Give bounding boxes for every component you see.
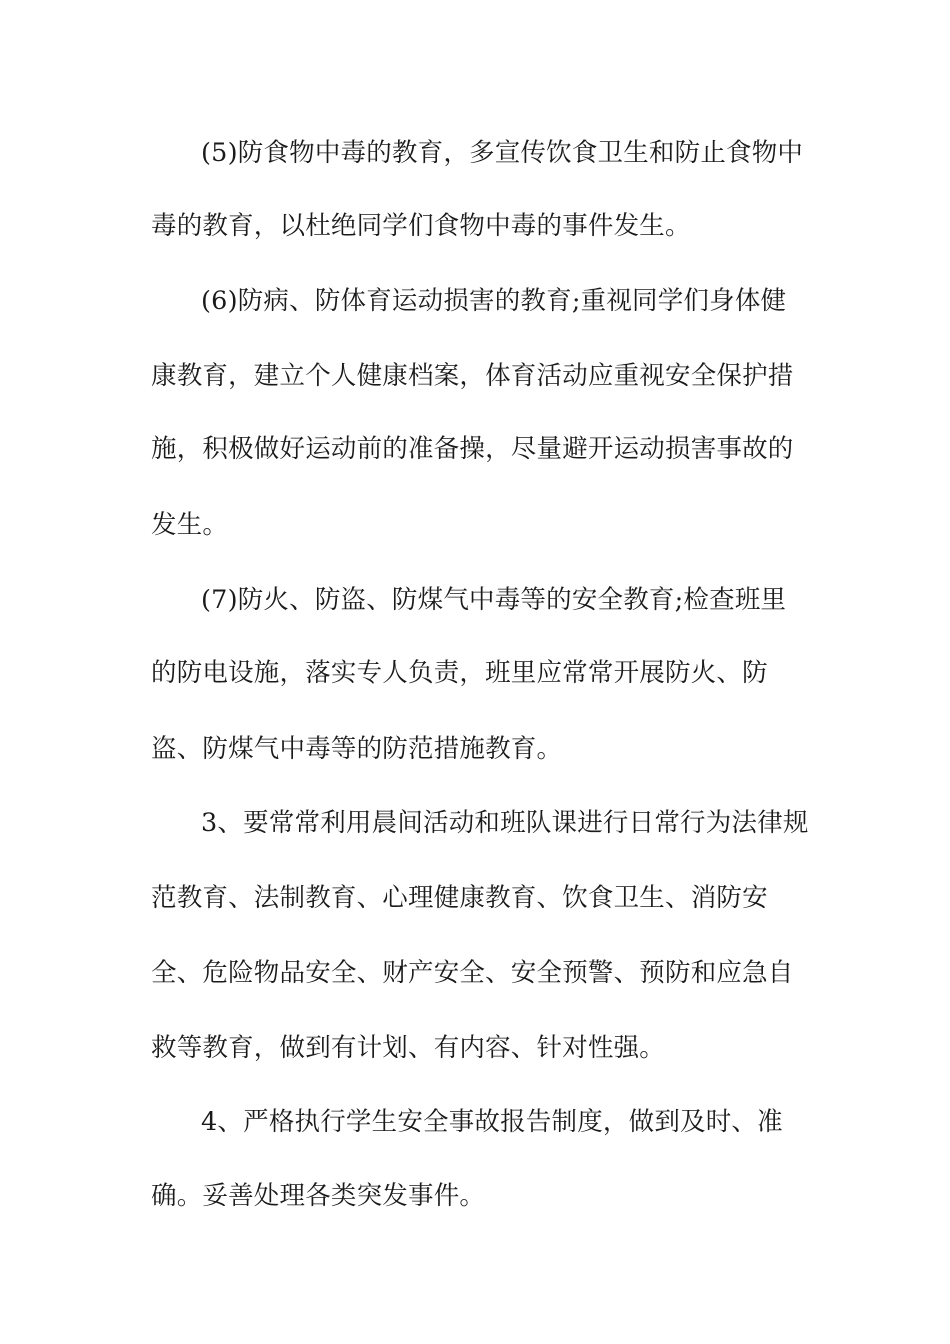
text-line: 范教育、法制教育、心理健康教育、饮食卫生、消防安 bbox=[151, 883, 768, 913]
text-line: 3、要常常利用晨间活动和班队课进行日常行为法律规 bbox=[201, 808, 809, 838]
text-line: (5)防食物中毒的教育，多宣传饮食卫生和防止食物中 bbox=[201, 138, 804, 168]
text-line: 4、严格执行学生安全事故报告制度，做到及时、准 bbox=[201, 1107, 783, 1137]
text-line: 确。妥善处理各类突发事件。 bbox=[151, 1181, 486, 1211]
text-line: (7)防火、防盗、防煤气中毒等的安全教育;检查班里 bbox=[201, 585, 787, 615]
text-line: 盗、防煤气中毒等的防范措施教育。 bbox=[151, 734, 563, 764]
text-line: 的防电设施，落实专人负责，班里应常常开展防火、防 bbox=[151, 658, 768, 688]
text-line: 全、危险物品安全、财产安全、安全预警、预防和应急自 bbox=[151, 958, 794, 988]
text-line: (6)防病、防体育运动损害的教育;重视同学们身体健 bbox=[201, 286, 787, 316]
text-line: 发生。 bbox=[151, 510, 229, 540]
text-line: 毒的教育，以杜绝同学们食物中毒的事件发生。 bbox=[151, 211, 691, 241]
text-line: 救等教育，做到有计划、有内容、针对性强。 bbox=[151, 1033, 666, 1063]
text-line: 施，积极做好运动前的准备操，尽量避开运动损害事故的 bbox=[151, 434, 794, 464]
text-line: 康教育，建立个人健康档案，体育活动应重视安全保护措 bbox=[151, 361, 794, 391]
